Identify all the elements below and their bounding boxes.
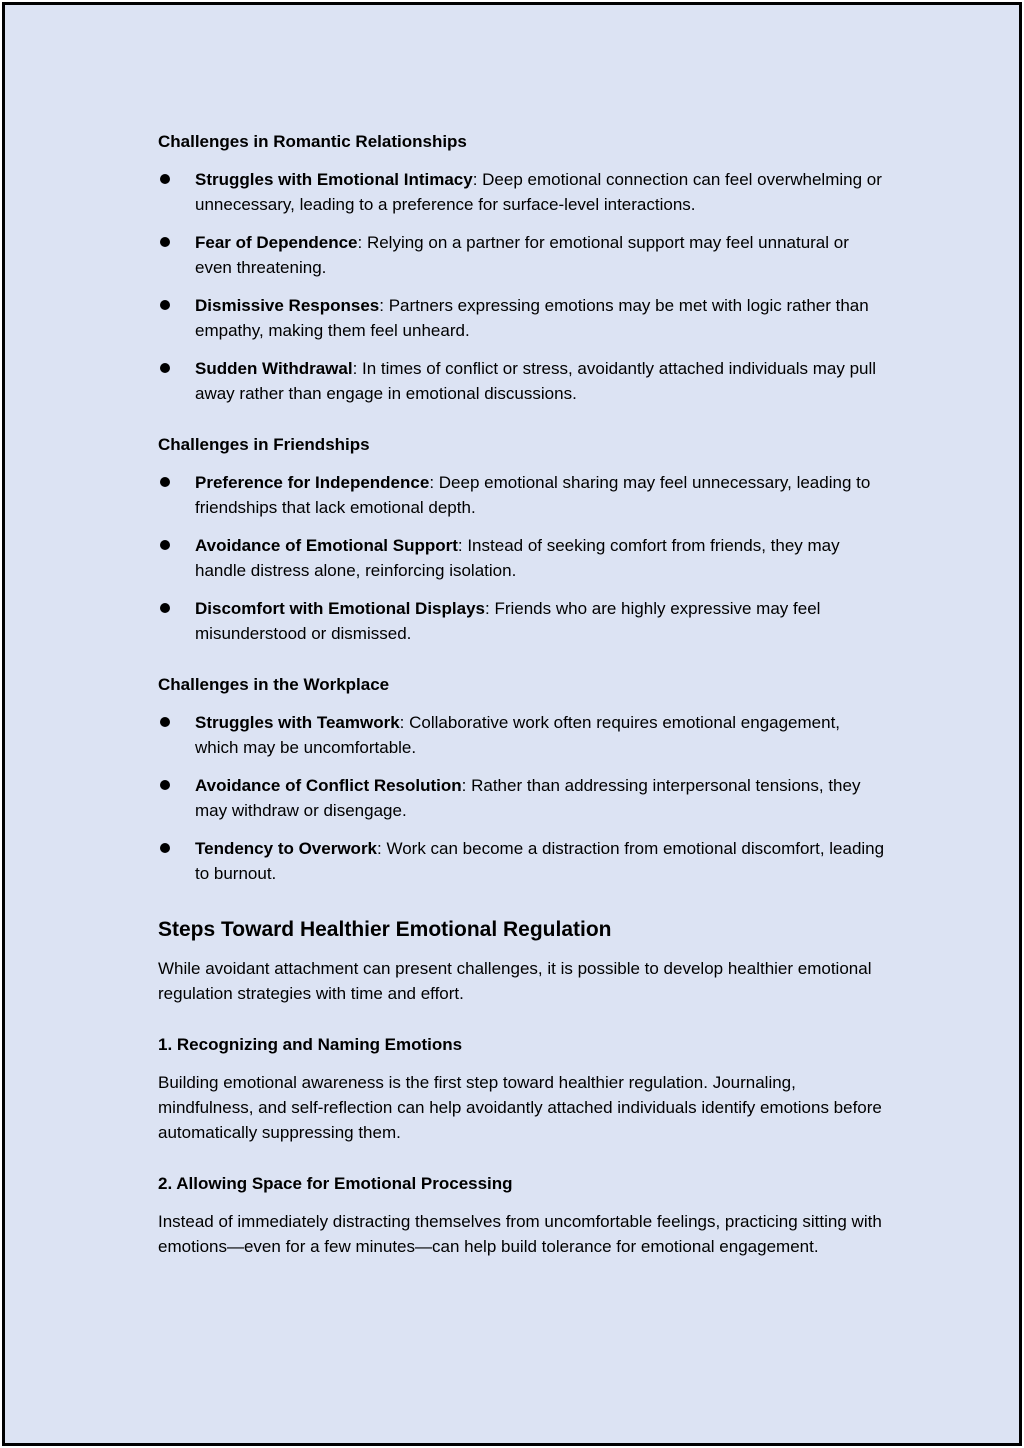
subsection-heading: 2. Allowing Space for Emotional Processing xyxy=(158,1174,513,1193)
section-heading: Challenges in Romantic Relationships xyxy=(158,132,467,151)
list-item xyxy=(158,773,888,823)
item-term: Struggles with Teamwork xyxy=(195,713,400,732)
item-text: : Deep emotional sharing may feel unnecessary, leading to friendships that lack emotional depth. xyxy=(195,473,871,517)
bullet-icon xyxy=(160,717,170,727)
bullet-icon xyxy=(160,780,170,790)
document-content xyxy=(158,129,888,1285)
bullet-icon xyxy=(160,477,170,487)
subsection-text: Building emotional awareness is the first step toward healthier regulation. Journaling, mindfulness, and self-reflection can help avoidantly attached individuals identify emotions before automatically suppressing them. xyxy=(158,1073,882,1142)
item-term: Avoidance of Emotional Support xyxy=(195,536,458,555)
bullet-list xyxy=(158,710,888,886)
section-workplace xyxy=(158,672,888,886)
steps-heading: Steps Toward Healthier Emotional Regulation xyxy=(158,918,612,941)
item-term: Discomfort with Emotional Displays xyxy=(195,599,485,618)
section-heading: Challenges in Friendships xyxy=(158,435,370,454)
list-item xyxy=(158,470,888,520)
item-term: Fear of Dependence xyxy=(195,233,358,252)
list-item xyxy=(158,533,888,583)
item-term: Struggles with Emotional Intimacy xyxy=(195,170,473,189)
item-text: : Instead of seeking comfort from friends, they may handle distress alone, reinforcing isolation. xyxy=(195,536,840,580)
steps-intro: While avoidant attachment can present challenges, it is possible to develop healthier emotional regulation strategies with time and effort. xyxy=(158,959,872,1003)
list-item xyxy=(158,167,888,217)
item-text: : In times of conflict or stress, avoidantly attached individuals may pull away rather than engage in emotional discussions. xyxy=(195,359,877,403)
list-item xyxy=(158,596,888,646)
list-item xyxy=(158,836,888,886)
list-item xyxy=(158,293,888,343)
subsection-text: Instead of immediately distracting themselves from uncomfortable feelings, practicing sitting with emotions—even for a few minutes—can help build tolerance for emotional engagement. xyxy=(158,1212,882,1256)
section-romantic-relationships xyxy=(158,129,888,406)
list-item xyxy=(158,230,888,280)
bullet-icon xyxy=(160,603,170,613)
bullet-list xyxy=(158,167,888,406)
bullet-list xyxy=(158,470,888,646)
list-item xyxy=(158,710,888,760)
section-friendships xyxy=(158,432,888,646)
item-term: Preference for Independence xyxy=(195,473,430,492)
bullet-icon xyxy=(160,843,170,853)
section-heading: Challenges in the Workplace xyxy=(158,675,390,694)
item-text: : Deep emotional connection can feel overwhelming or unnecessary, leading to a preference for surface-level interactions. xyxy=(195,170,882,214)
list-item xyxy=(158,356,888,406)
subsection-heading: 1. Recognizing and Naming Emotions xyxy=(158,1035,463,1054)
item-text: : Work can become a distraction from emotional discomfort, leading to burnout. xyxy=(195,839,885,883)
item-text: : Collaborative work often requires emotional engagement, which may be uncomfortable. xyxy=(195,713,841,757)
item-term: Avoidance of Conflict Resolution xyxy=(195,776,462,795)
bullet-icon xyxy=(160,237,170,247)
item-term: Tendency to Overwork xyxy=(195,839,378,858)
bullet-icon xyxy=(160,174,170,184)
bullet-icon xyxy=(160,300,170,310)
item-text: : Relying on a partner for emotional support may feel unnatural or even threatening. xyxy=(195,233,849,277)
bullet-icon xyxy=(160,363,170,373)
bullet-icon xyxy=(160,540,170,550)
item-text: : Partners expressing emotions may be met with logic rather than empathy, making them feel unheard. xyxy=(195,296,869,340)
item-term: Sudden Withdrawal xyxy=(195,359,353,378)
item-term: Dismissive Responses xyxy=(195,296,380,315)
item-text: : Friends who are highly expressive may feel misunderstood or dismissed. xyxy=(195,599,821,643)
document-page xyxy=(2,2,1022,1446)
item-text: : Rather than addressing interpersonal tensions, they may withdraw or disengage. xyxy=(195,776,861,820)
